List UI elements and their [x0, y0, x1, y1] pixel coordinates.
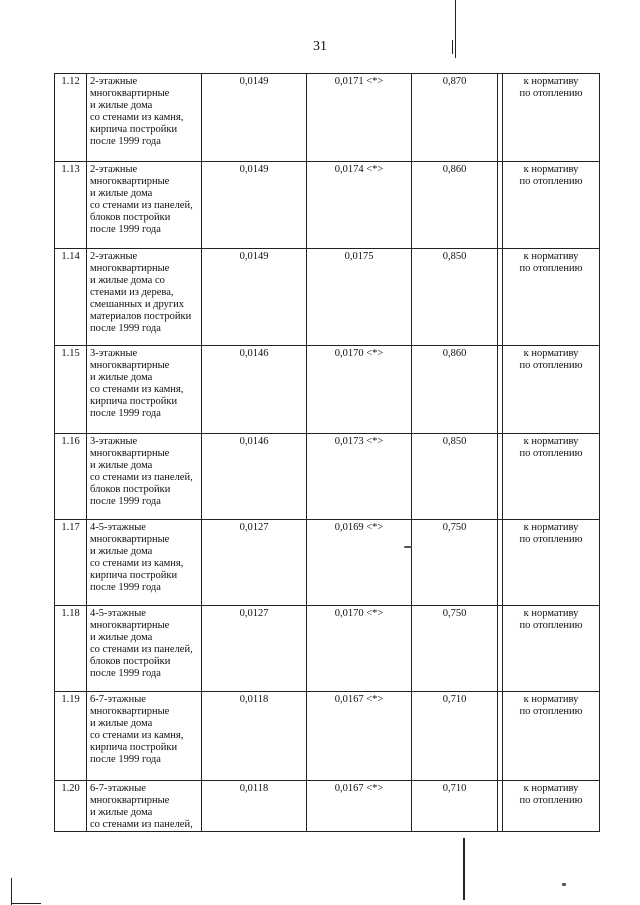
description-line: после 1999 года [90, 496, 161, 507]
table-row [55, 434, 600, 520]
norms-table [54, 73, 600, 832]
value-1: 0,0149 [202, 249, 307, 346]
scan-mark [11, 903, 41, 904]
note-line: к нормативу [523, 436, 579, 447]
description-line: со стенами из камня, [90, 558, 184, 569]
description-line: 3-этажные [90, 348, 138, 359]
description-line: многоквартирные [90, 620, 170, 631]
row-number: 1.14 [55, 249, 87, 346]
note-line: к нормативу [523, 164, 579, 175]
description-line: блоков постройки [90, 484, 171, 495]
table-row [55, 606, 600, 692]
building-description [87, 74, 202, 162]
table-row [55, 162, 600, 249]
row-number: 1.17 [55, 520, 87, 606]
description-line: и жилые дома [90, 632, 153, 643]
building-description [87, 249, 202, 346]
scan-speck [404, 546, 412, 548]
description-line: материалов постройки [90, 311, 192, 322]
description-line: после 1999 года [90, 754, 161, 765]
page-number: 31 [313, 39, 327, 54]
applies-to-note [503, 346, 600, 434]
description-line: и жилые дома [90, 460, 153, 471]
description-line: многоквартирные [90, 706, 170, 717]
description-line: и жилые дома [90, 546, 153, 557]
value-3: 0,750 [412, 520, 498, 606]
scan-mark [455, 0, 456, 58]
description-line: после 1999 года [90, 582, 161, 593]
value-3: 0,860 [412, 162, 498, 249]
note-line: по отоплению [519, 448, 583, 459]
applies-to-note [503, 606, 600, 692]
scan-speck [562, 883, 566, 886]
building-description [87, 781, 202, 832]
description-line: со стенами из камня, [90, 384, 184, 395]
value-1: 0,0149 [202, 162, 307, 249]
description-line: многоквартирные [90, 263, 170, 274]
description-line: многоквартирные [90, 534, 170, 545]
note-line: к нормативу [523, 76, 579, 87]
table-row [55, 346, 600, 434]
description-line: и жилые дома [90, 718, 153, 729]
note-line: по отоплению [519, 620, 583, 631]
value-2: 0,0170 <*> [307, 606, 412, 692]
scan-mark [11, 878, 12, 905]
description-line: смешанных и других [90, 299, 185, 310]
description-line: со стенами из панелей, [90, 819, 193, 830]
description-line: и жилые дома со [90, 275, 165, 286]
description-line: после 1999 года [90, 136, 161, 147]
description-line: и жилые дома [90, 372, 153, 383]
description-line: после 1999 года [90, 668, 161, 679]
row-number: 1.19 [55, 692, 87, 781]
description-line: блоков постройки [90, 656, 171, 667]
note-line: по отоплению [519, 88, 583, 99]
description-line: после 1999 года [90, 408, 161, 419]
value-1: 0,0127 [202, 520, 307, 606]
description-line: многоквартирные [90, 448, 170, 459]
note-line: по отоплению [519, 176, 583, 187]
value-1: 0,0127 [202, 606, 307, 692]
value-3: 0,850 [412, 249, 498, 346]
table-row [55, 520, 600, 606]
row-number: 1.16 [55, 434, 87, 520]
description-line: со стенами из панелей, [90, 644, 193, 655]
description-line: многоквартирные [90, 176, 170, 187]
description-line: со стенами из камня, [90, 730, 184, 741]
description-line: 4-5-этажные [90, 522, 146, 533]
note-line: к нормативу [523, 522, 579, 533]
description-line: многоквартирные [90, 88, 170, 99]
table-row [55, 249, 600, 346]
description-line: 3-этажные [90, 436, 138, 447]
value-1: 0,0146 [202, 434, 307, 520]
building-description [87, 520, 202, 606]
note-line: к нормативу [523, 348, 579, 359]
value-2: 0,0174 <*> [307, 162, 412, 249]
table-row [55, 74, 600, 162]
note-line: по отоплению [519, 263, 583, 274]
description-line: 6-7-этажные [90, 694, 146, 705]
building-description [87, 162, 202, 249]
value-2: 0,0175 [307, 249, 412, 346]
description-line: и жилые дома [90, 188, 153, 199]
note-line: по отоплению [519, 360, 583, 371]
description-line: и жилые дома [90, 807, 153, 818]
description-line: 2-этажные [90, 76, 138, 87]
description-line: со стенами из камня, [90, 112, 184, 123]
note-line: к нормативу [523, 608, 579, 619]
row-number: 1.15 [55, 346, 87, 434]
description-line: со стенами из панелей, [90, 200, 193, 211]
value-2: 0,0169 <*> [307, 520, 412, 606]
description-line: кирпича постройки [90, 396, 178, 407]
description-line: кирпича постройки [90, 124, 178, 135]
description-line: кирпича постройки [90, 570, 178, 581]
note-line: по отоплению [519, 795, 583, 806]
value-3: 0,870 [412, 74, 498, 162]
value-1: 0,0118 [202, 781, 307, 832]
note-line: к нормативу [523, 694, 579, 705]
table-row [55, 692, 600, 781]
applies-to-note [503, 162, 600, 249]
value-3: 0,850 [412, 434, 498, 520]
value-1: 0,0118 [202, 692, 307, 781]
description-line: 2-этажные [90, 164, 138, 175]
scan-mark [463, 838, 465, 900]
value-1: 0,0149 [202, 74, 307, 162]
description-line: 6-7-этажные [90, 783, 146, 794]
building-description [87, 692, 202, 781]
note-line: к нормативу [523, 783, 579, 794]
row-number: 1.20 [55, 781, 87, 832]
applies-to-note [503, 434, 600, 520]
note-line: к нормативу [523, 251, 579, 262]
value-2: 0,0173 <*> [307, 434, 412, 520]
description-line: стенами из дерева, [90, 287, 174, 298]
description-line: 4-5-этажные [90, 608, 146, 619]
note-line: по отоплению [519, 534, 583, 545]
value-2: 0,0170 <*> [307, 346, 412, 434]
scan-mark [452, 40, 453, 54]
applies-to-note [503, 74, 600, 162]
value-3: 0,710 [412, 781, 498, 832]
value-2: 0,0167 <*> [307, 781, 412, 832]
description-line: со стенами из панелей, [90, 472, 193, 483]
value-3: 0,750 [412, 606, 498, 692]
description-line: и жилые дома [90, 100, 153, 111]
applies-to-note [503, 249, 600, 346]
note-line: по отоплению [519, 706, 583, 717]
description-line: после 1999 года [90, 224, 161, 235]
value-1: 0,0146 [202, 346, 307, 434]
description-line: многоквартирные [90, 795, 170, 806]
row-number: 1.12 [55, 74, 87, 162]
row-number: 1.18 [55, 606, 87, 692]
applies-to-note [503, 692, 600, 781]
value-2: 0,0171 <*> [307, 74, 412, 162]
applies-to-note [503, 781, 600, 832]
description-line: после 1999 года [90, 323, 161, 334]
value-3: 0,860 [412, 346, 498, 434]
description-line: кирпича постройки [90, 742, 178, 753]
building-description [87, 346, 202, 434]
building-description [87, 606, 202, 692]
description-line: блоков постройки [90, 212, 171, 223]
description-line: 2-этажные [90, 251, 138, 262]
building-description [87, 434, 202, 520]
applies-to-note [503, 520, 600, 606]
value-2: 0,0167 <*> [307, 692, 412, 781]
row-number: 1.13 [55, 162, 87, 249]
table-row [55, 781, 600, 832]
description-line: многоквартирные [90, 360, 170, 371]
value-3: 0,710 [412, 692, 498, 781]
